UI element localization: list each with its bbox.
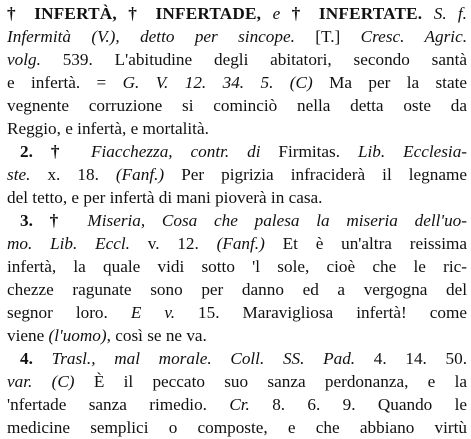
source-mark: (Fanf.) xyxy=(216,234,265,253)
quotation-text: Ma per la state xyxy=(312,73,467,92)
sense-number: 2. † xyxy=(20,142,91,161)
quotation-text: È il peccato suo sanza perdonanza, e la xyxy=(74,372,467,391)
sense-3-line-6 xyxy=(7,324,467,347)
quotation-text: Reggio, e infertà, e mortalità. xyxy=(7,119,209,138)
latin-term: Firmitas. xyxy=(260,142,358,161)
sense-4-line-1 xyxy=(7,347,467,370)
quotation-text: Et è un'altra reissima xyxy=(264,234,468,253)
citation-source: Lib. Ecclesia- xyxy=(357,142,468,161)
quotation-text: 15. Maravigliosa infertà! come xyxy=(175,303,467,322)
definition: Miseria, Cosa che palesa la miseria dell'uo- xyxy=(87,211,468,230)
citation-ref: v. 12. xyxy=(129,234,217,253)
sense-3-line-3 xyxy=(7,255,467,278)
citation-source: volg. xyxy=(7,50,41,69)
quotation-text: Per pigrizia infraciderà il legname xyxy=(164,165,467,184)
source-mark: (Fanf.) xyxy=(115,165,165,184)
citation-ref: 4. 14. 50. xyxy=(355,349,468,368)
definition: Fiacchezza, contr. di xyxy=(90,142,261,161)
entry-line-5 xyxy=(7,94,467,117)
source-mark: [T.] xyxy=(294,27,361,46)
entry-line-4 xyxy=(7,71,467,94)
entry-line-2 xyxy=(7,25,467,48)
sense-3-line-1 xyxy=(7,209,467,232)
sense-3-line-4 xyxy=(7,278,467,301)
citation-source: Cr. xyxy=(229,395,250,414)
definition: Infermità (V.), detto per sincope. xyxy=(7,27,295,46)
sense-number: 4. xyxy=(20,349,52,368)
sense-4-line-2 xyxy=(7,370,467,393)
headword: † INFERTÀ, † INFERTADE, xyxy=(7,4,273,23)
citation-source: E v. xyxy=(130,303,175,322)
quotation-text: del tetto, e per infertà di mani pioverà in casa. xyxy=(7,188,323,207)
sense-2-line-2 xyxy=(7,163,467,186)
source-mark: var. (C) xyxy=(7,372,75,391)
sense-2-line-1 xyxy=(7,140,467,163)
entry-line-1 xyxy=(7,2,467,25)
definition: Trasl., mal morale. Coll. SS. Pad. xyxy=(51,349,356,368)
headword-variant: † INFERTATE. xyxy=(280,4,434,23)
quotation-text: 539. L'abitudine degli abitatori, secondo santà xyxy=(40,50,467,69)
quotation-text: viene xyxy=(7,326,49,345)
dictionary-entry xyxy=(7,2,468,437)
editorial-gloss: (l'uomo) xyxy=(48,326,107,345)
quotation-text: medicine semplici o composte, e che abbiano virtù xyxy=(7,418,467,437)
sense-3-line-5 xyxy=(7,301,467,324)
quotation-text: 8. 6. 9. Quando le xyxy=(249,395,467,414)
quotation-text: infertà, la quale vidi sotto 'l sole, cioè che le ric- xyxy=(7,257,467,276)
quotation-text: e infertà. = xyxy=(7,73,123,92)
conjunction: e xyxy=(272,4,281,23)
sense-4-line-4 xyxy=(7,416,467,437)
source-mark: (C) xyxy=(289,73,313,92)
sense-2-line-3 xyxy=(7,186,467,209)
quotation-text: segnor loro. xyxy=(7,303,131,322)
quotation-text: vegnente corruzione si cominciò nella detta oste da xyxy=(7,96,467,115)
grammar-tag: S. f. xyxy=(433,4,467,23)
citation-source: mo. Lib. Eccl. xyxy=(7,234,130,253)
quotation-text: , così se ne va. xyxy=(106,326,207,345)
citation-source: ste. xyxy=(7,165,31,184)
citation-source: G. V. xyxy=(122,73,169,92)
citation-ref: x. 18. xyxy=(30,165,116,184)
sense-4-line-3 xyxy=(7,393,467,416)
citation-source: Cresc. Agric. xyxy=(360,27,467,46)
sense-3-line-2 xyxy=(7,232,467,255)
entry-line-6 xyxy=(7,117,467,140)
entry-line-3 xyxy=(7,48,467,71)
sense-number: 3. † xyxy=(20,211,88,230)
quotation-text: 'nfertade sanza rimedio. xyxy=(7,395,230,414)
quotation-text: chezze ragunate sono per danno ed a vergogna del xyxy=(7,280,467,299)
citation-ref: 12. 34. 5. xyxy=(168,73,290,92)
